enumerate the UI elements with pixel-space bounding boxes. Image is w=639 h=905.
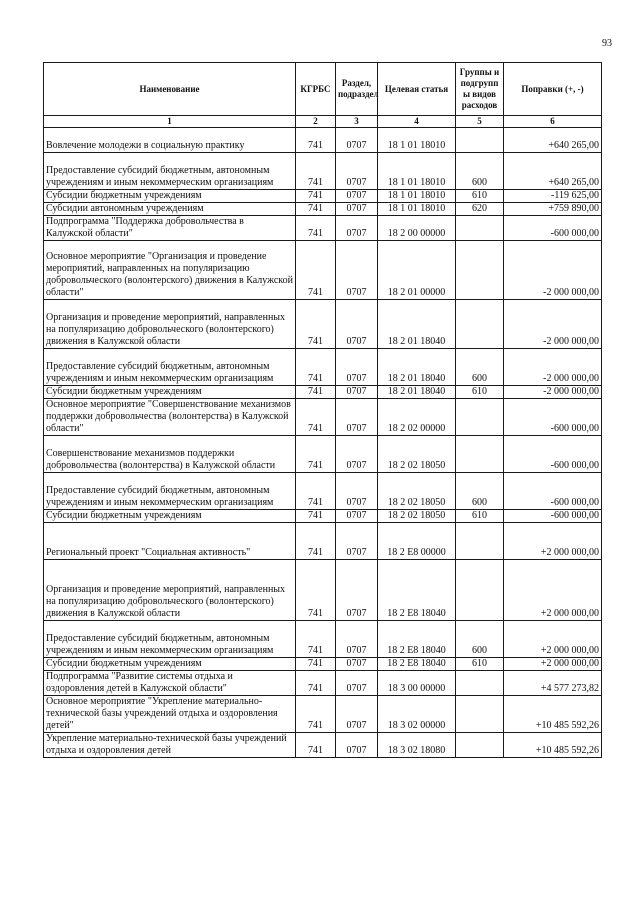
cell-name: Укрепление материально-технической базы учреждений отдыха и оздоровления детей <box>44 733 296 758</box>
cell-amount: -2 000 000,00 <box>504 241 602 300</box>
column-number: 3 <box>336 116 378 128</box>
header-group: Группы и подгрупп ы видов расходов <box>456 63 504 116</box>
cell-name: Предоставление субсидий бюджетным, автономным учреждениям и иным некоммерческим организациям <box>44 621 296 658</box>
cell-group <box>456 241 504 300</box>
column-number: 5 <box>456 116 504 128</box>
cell-razdel: 0707 <box>336 510 378 523</box>
cell-name: Субсидии бюджетным учреждениям <box>44 510 296 523</box>
cell-group <box>456 216 504 241</box>
cell-group: 600 <box>456 621 504 658</box>
cell-name: Подпрограмма "Поддержка добровольчества в Калужской области" <box>44 216 296 241</box>
table-row <box>44 128 602 153</box>
cell-amount: -2 000 000,00 <box>504 386 602 399</box>
header-article: Целевая статья <box>378 63 456 116</box>
cell-ktrs: 741 <box>296 733 336 758</box>
table-row <box>44 349 602 386</box>
table-row <box>44 523 602 560</box>
cell-group: 600 <box>456 473 504 510</box>
cell-group: 600 <box>456 153 504 190</box>
cell-amount: +10 485 592,26 <box>504 696 602 733</box>
cell-ktrs: 741 <box>296 473 336 510</box>
cell-name: Субсидии автономным учреждениям <box>44 203 296 216</box>
cell-article: 18 2 02 18050 <box>378 510 456 523</box>
cell-amount: -600 000,00 <box>504 510 602 523</box>
cell-article: 18 2 01 18040 <box>378 386 456 399</box>
cell-group <box>456 560 504 621</box>
header-amount: Поправки (+, -) <box>504 63 602 116</box>
table-row <box>44 696 602 733</box>
table-row <box>44 733 602 758</box>
cell-amount: -600 000,00 <box>504 473 602 510</box>
table-row <box>44 473 602 510</box>
cell-amount: +4 577 273,82 <box>504 671 602 696</box>
cell-article: 18 2 E8 00000 <box>378 523 456 560</box>
header-razdel: Раздел, подраздел <box>336 63 378 116</box>
cell-amount: -2 000 000,00 <box>504 349 602 386</box>
cell-ktrs: 741 <box>296 300 336 349</box>
cell-group <box>456 696 504 733</box>
cell-razdel: 0707 <box>336 241 378 300</box>
cell-group <box>456 671 504 696</box>
cell-name: Основное мероприятие "Организация и проведение мероприятий, направленных на популяризацию добровольческого (волонтерского) движения в Калужской области" <box>44 241 296 300</box>
cell-article: 18 3 00 00000 <box>378 671 456 696</box>
cell-name: Субсидии бюджетным учреждениям <box>44 190 296 203</box>
cell-ktrs: 741 <box>296 436 336 473</box>
cell-article: 18 2 01 18040 <box>378 349 456 386</box>
cell-razdel: 0707 <box>336 560 378 621</box>
table-row <box>44 510 602 523</box>
cell-ktrs: 741 <box>296 560 336 621</box>
cell-group: 610 <box>456 510 504 523</box>
cell-amount: +2 000 000,00 <box>504 523 602 560</box>
cell-amount: -2 000 000,00 <box>504 300 602 349</box>
cell-ktrs: 741 <box>296 386 336 399</box>
cell-ktrs: 741 <box>296 510 336 523</box>
column-number: 4 <box>378 116 456 128</box>
table-row <box>44 436 602 473</box>
cell-razdel: 0707 <box>336 436 378 473</box>
cell-razdel: 0707 <box>336 300 378 349</box>
cell-razdel: 0707 <box>336 621 378 658</box>
cell-group <box>456 523 504 560</box>
cell-article: 18 3 02 00000 <box>378 696 456 733</box>
cell-razdel: 0707 <box>336 473 378 510</box>
cell-amount: -119 625,00 <box>504 190 602 203</box>
cell-name: Предоставление субсидий бюджетным, автономным учреждениям и иным некоммерческим организациям <box>44 473 296 510</box>
table-row <box>44 241 602 300</box>
cell-name: Совершенствование механизмов поддержки добровольчества (волонтерства) в Калужской области <box>44 436 296 473</box>
cell-group <box>456 399 504 436</box>
cell-name: Основное мероприятие "Укрепление материально-технической базы учреждений отдыха и оздоровления детей" <box>44 696 296 733</box>
cell-group <box>456 733 504 758</box>
table-row <box>44 399 602 436</box>
table-row <box>44 190 602 203</box>
cell-amount: +2 000 000,00 <box>504 560 602 621</box>
cell-article: 18 1 01 18010 <box>378 190 456 203</box>
table-row <box>44 560 602 621</box>
budget-amendments-table <box>43 62 602 758</box>
cell-ktrs: 741 <box>296 399 336 436</box>
cell-name: Региональный проект "Социальная активность" <box>44 523 296 560</box>
cell-article: 18 2 02 00000 <box>378 399 456 436</box>
cell-amount: -600 000,00 <box>504 436 602 473</box>
table-row <box>44 621 602 658</box>
cell-ktrs: 741 <box>296 216 336 241</box>
column-number: 2 <box>296 116 336 128</box>
cell-name: Организация и проведение мероприятий, направленных на популяризацию добровольческого (волонтерского) движения в Калужской области <box>44 300 296 349</box>
cell-article: 18 2 01 00000 <box>378 241 456 300</box>
cell-article: 18 3 02 18080 <box>378 733 456 758</box>
cell-ktrs: 741 <box>296 696 336 733</box>
cell-razdel: 0707 <box>336 733 378 758</box>
cell-razdel: 0707 <box>336 203 378 216</box>
cell-ktrs: 741 <box>296 349 336 386</box>
cell-razdel: 0707 <box>336 696 378 733</box>
table-row <box>44 658 602 671</box>
cell-ktrs: 741 <box>296 671 336 696</box>
cell-amount: +759 890,00 <box>504 203 602 216</box>
header-name: Наименование <box>44 63 296 116</box>
page-number: 93 <box>602 38 612 49</box>
column-number: 1 <box>44 116 296 128</box>
cell-article: 18 1 01 18010 <box>378 128 456 153</box>
cell-group: 620 <box>456 203 504 216</box>
cell-name: Предоставление субсидий бюджетным, автономным учреждениям и иным некоммерческим организациям <box>44 153 296 190</box>
cell-group: 600 <box>456 349 504 386</box>
cell-name: Субсидии бюджетным учреждениям <box>44 386 296 399</box>
cell-article: 18 2 E8 18040 <box>378 658 456 671</box>
table-row <box>44 153 602 190</box>
cell-group <box>456 128 504 153</box>
cell-ktrs: 741 <box>296 190 336 203</box>
table-row <box>44 300 602 349</box>
cell-ktrs: 741 <box>296 523 336 560</box>
cell-razdel: 0707 <box>336 399 378 436</box>
cell-name: Предоставление субсидий бюджетным, автономным учреждениям и иным некоммерческим организациям <box>44 349 296 386</box>
cell-razdel: 0707 <box>336 153 378 190</box>
table-row <box>44 216 602 241</box>
header-ktrs: КГРБС <box>296 63 336 116</box>
cell-name: Основное мероприятие "Совершенствование механизмов поддержки добровольчества (волонтерства) в Калужской области" <box>44 399 296 436</box>
cell-group <box>456 436 504 473</box>
cell-ktrs: 741 <box>296 621 336 658</box>
cell-group <box>456 300 504 349</box>
cell-name: Субсидии бюджетным учреждениям <box>44 658 296 671</box>
column-number-row <box>44 116 602 128</box>
cell-name: Организация и проведение мероприятий, направленных на популяризацию добровольческого (волонтерского) движения в Калужской области <box>44 560 296 621</box>
cell-amount: +2 000 000,00 <box>504 658 602 671</box>
cell-ktrs: 741 <box>296 203 336 216</box>
cell-razdel: 0707 <box>336 190 378 203</box>
cell-ktrs: 741 <box>296 128 336 153</box>
cell-article: 18 2 00 00000 <box>378 216 456 241</box>
table-row <box>44 386 602 399</box>
cell-article: 18 2 E8 18040 <box>378 560 456 621</box>
table-row <box>44 203 602 216</box>
cell-amount: +2 000 000,00 <box>504 621 602 658</box>
cell-ktrs: 741 <box>296 658 336 671</box>
cell-ktrs: 741 <box>296 153 336 190</box>
cell-group: 610 <box>456 386 504 399</box>
cell-amount: +640 265,00 <box>504 153 602 190</box>
cell-razdel: 0707 <box>336 523 378 560</box>
cell-razdel: 0707 <box>336 671 378 696</box>
cell-article: 18 1 01 18010 <box>378 153 456 190</box>
cell-razdel: 0707 <box>336 386 378 399</box>
cell-razdel: 0707 <box>336 349 378 386</box>
cell-name: Подпрограмма "Развитие системы отдыха и оздоровления детей в Калужской области" <box>44 671 296 696</box>
cell-ktrs: 741 <box>296 241 336 300</box>
cell-amount: -600 000,00 <box>504 399 602 436</box>
cell-amount: -600 000,00 <box>504 216 602 241</box>
table-header-row <box>44 63 602 116</box>
cell-article: 18 2 02 18050 <box>378 436 456 473</box>
cell-razdel: 0707 <box>336 658 378 671</box>
cell-article: 18 1 01 18010 <box>378 203 456 216</box>
cell-amount: +640 265,00 <box>504 128 602 153</box>
cell-razdel: 0707 <box>336 216 378 241</box>
cell-amount: +10 485 592,26 <box>504 733 602 758</box>
cell-article: 18 2 02 18050 <box>378 473 456 510</box>
cell-article: 18 2 E8 18040 <box>378 621 456 658</box>
cell-razdel: 0707 <box>336 128 378 153</box>
cell-group: 610 <box>456 658 504 671</box>
table-row <box>44 671 602 696</box>
cell-article: 18 2 01 18040 <box>378 300 456 349</box>
cell-name: Вовлечение молодежи в социальную практику <box>44 128 296 153</box>
column-number: 6 <box>504 116 602 128</box>
cell-group: 610 <box>456 190 504 203</box>
